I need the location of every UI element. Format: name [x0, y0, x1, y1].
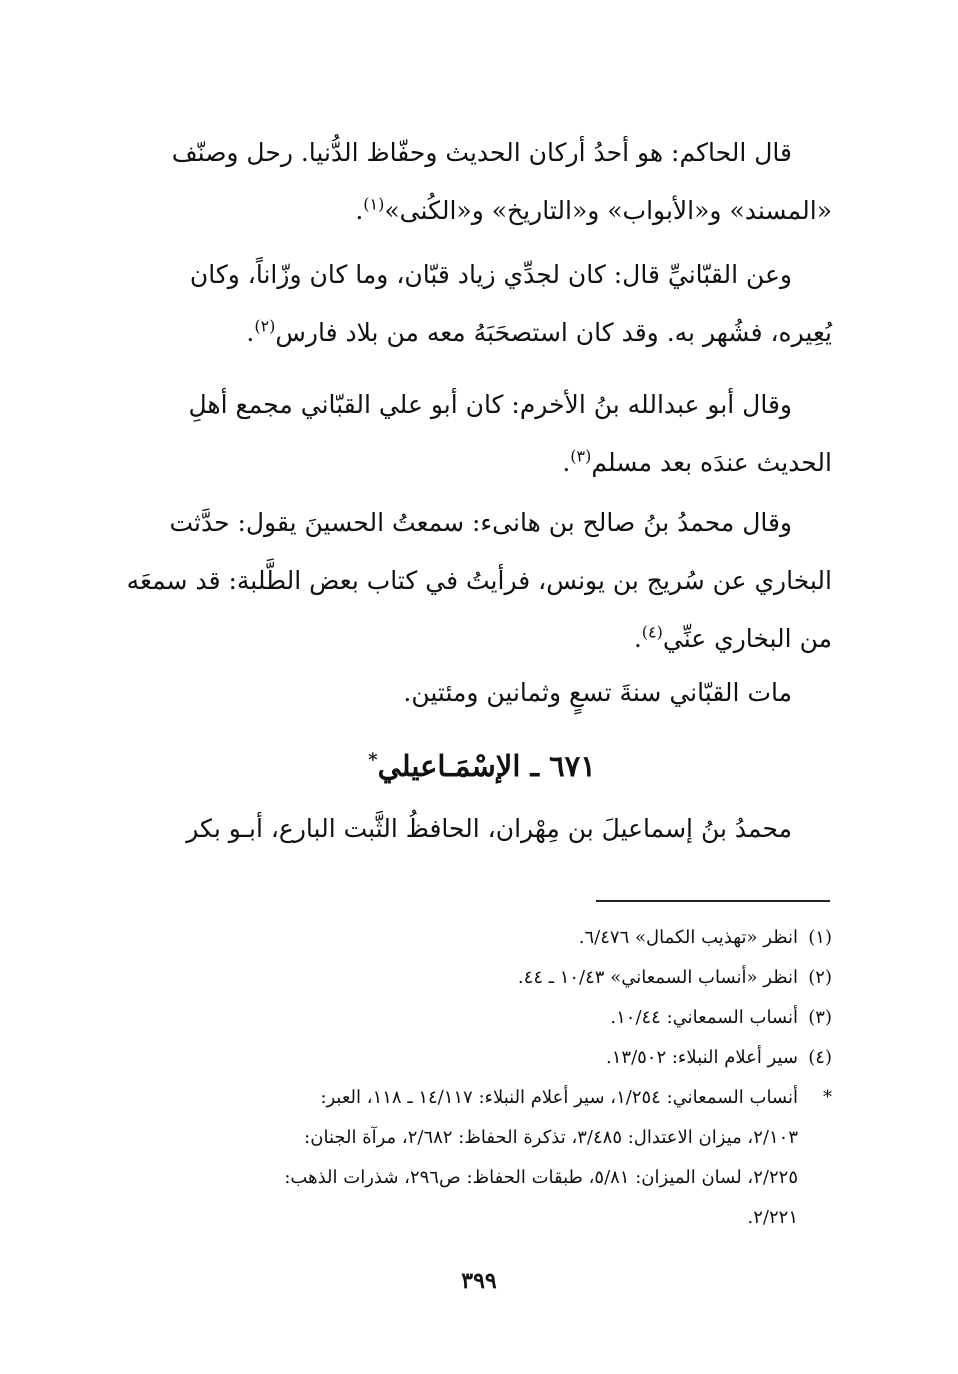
footnote-number: (٤) [808, 1047, 832, 1068]
paragraph-line-text: يُعِيره، فشُهر به. وقد كان استصحَبَهُ معه من بلاد فارس [275, 318, 832, 347]
sources-line-text: أنساب السمعاني: ١/٢٥٤، سير أعلام النبلاء: ١٤/١١٧ ـ ١١٨، العبر: [320, 1087, 798, 1108]
paragraph-line: وعن القبّانيِّ قال: كان لجدِّي زياد قبّان، وما كان وزّاناً، وكان [189, 260, 792, 289]
footnote [132, 1038, 832, 1078]
footnote-reference: (٣) [570, 446, 592, 466]
footnote-number: (١) [808, 927, 832, 948]
footnote-reference: (١) [363, 194, 385, 214]
sources-line: ٢/٢٢١. [747, 1207, 798, 1228]
paragraph-line: وقال محمدُ بنُ صالح بن هانىء: سمعتُ الحسينَ يقول: حدَّثت [169, 508, 792, 537]
footnote [132, 998, 832, 1038]
paragraph-line-text: «المسند» و«الأبواب» و«التاريخ» و«الكُنى» [384, 196, 832, 225]
paragraph-line: البخاري عن سُريج بن يونس، فرأيتُ في كتاب بعض الطَّلبة: قد سمعَه [126, 566, 832, 595]
paragraph-ibn-hani [126, 494, 832, 668]
sentence-end: . [355, 196, 364, 225]
sources-note [132, 1078, 832, 1238]
sentence-end: . [246, 318, 255, 347]
paragraph-hakim [132, 124, 832, 240]
sources-line: ٢/١٠٣، ميزان الاعتدال: ٣/٤٨٥، تذكرة الحفاظ: ٢/٦٨٢، مرآة الجنان: [304, 1127, 798, 1148]
sentence-end: . [633, 624, 642, 653]
footnote-text: سير أعلام النبلاء: ١٣/٥٠٢. [606, 1047, 798, 1068]
footnote [132, 958, 832, 998]
footnote-reference: (٢) [254, 316, 276, 336]
paragraph-line [132, 304, 832, 362]
sentence-end: . [562, 448, 571, 477]
paragraph-line: قال الحاكم: هو أحدُ أركان الحديث وحفّاظ الدُّنيا. رحل وصنّف [171, 138, 792, 167]
paragraph-line: مات القبّاني سنةَ تسعٍ وثمانين ومئتين. [403, 678, 792, 707]
paragraph-line [132, 434, 832, 492]
paragraph-line: وقال أبو عبدالله بنُ الأخرم: كان أبو علي القبّاني مجمع أهلِ [188, 390, 792, 419]
paragraph-death [132, 664, 832, 722]
footnote-number: (٣) [808, 1007, 832, 1028]
entry-first-line [132, 800, 832, 858]
entry-heading [132, 736, 832, 796]
paragraph-qabbani [132, 246, 832, 362]
paragraph-line: محمدُ بنُ إسماعيلَ بن مِهْران، الحافظُ الثَّبت البارع، أبـو بكر [186, 814, 792, 843]
paragraph-line-text: من البخاري عنِّي [662, 624, 832, 653]
sources-line: ٢/٢٢٥، لسان الميزان: ٥/٨١، طبقات الحفاظ: ص٢٩٦، شذرات الذهب: [284, 1167, 798, 1188]
paragraph-line [132, 610, 832, 668]
paragraph-line-text: الحديث عندَه بعد مسلم [591, 448, 832, 477]
heading-star-mark: * [368, 749, 378, 771]
paragraph-ibn-akhram [132, 376, 832, 492]
paragraph-line [132, 182, 832, 240]
footnote-text: انظر «أنساب السمعاني» ١٠/٤٣ ـ ٤٤. [517, 967, 798, 988]
page-number: ٣٩٩ [461, 1268, 497, 1294]
sources-star-mark: * [823, 1087, 832, 1108]
footnote-text: أنساب السمعاني: ١٠/٤٤. [610, 1007, 798, 1028]
footnote-number: (٢) [808, 967, 832, 988]
footnotes [132, 918, 832, 1238]
footnote-divider [596, 900, 830, 902]
sources-line [132, 1078, 832, 1118]
entry-heading-text: ٦٧١ ـ الإسْمَـاعيلي [377, 749, 596, 783]
footnote-text: انظر «تهذيب الكمال» ٦/٤٧٦. [578, 927, 798, 948]
footnote-reference: (٤) [641, 622, 663, 642]
footnote [132, 918, 832, 958]
